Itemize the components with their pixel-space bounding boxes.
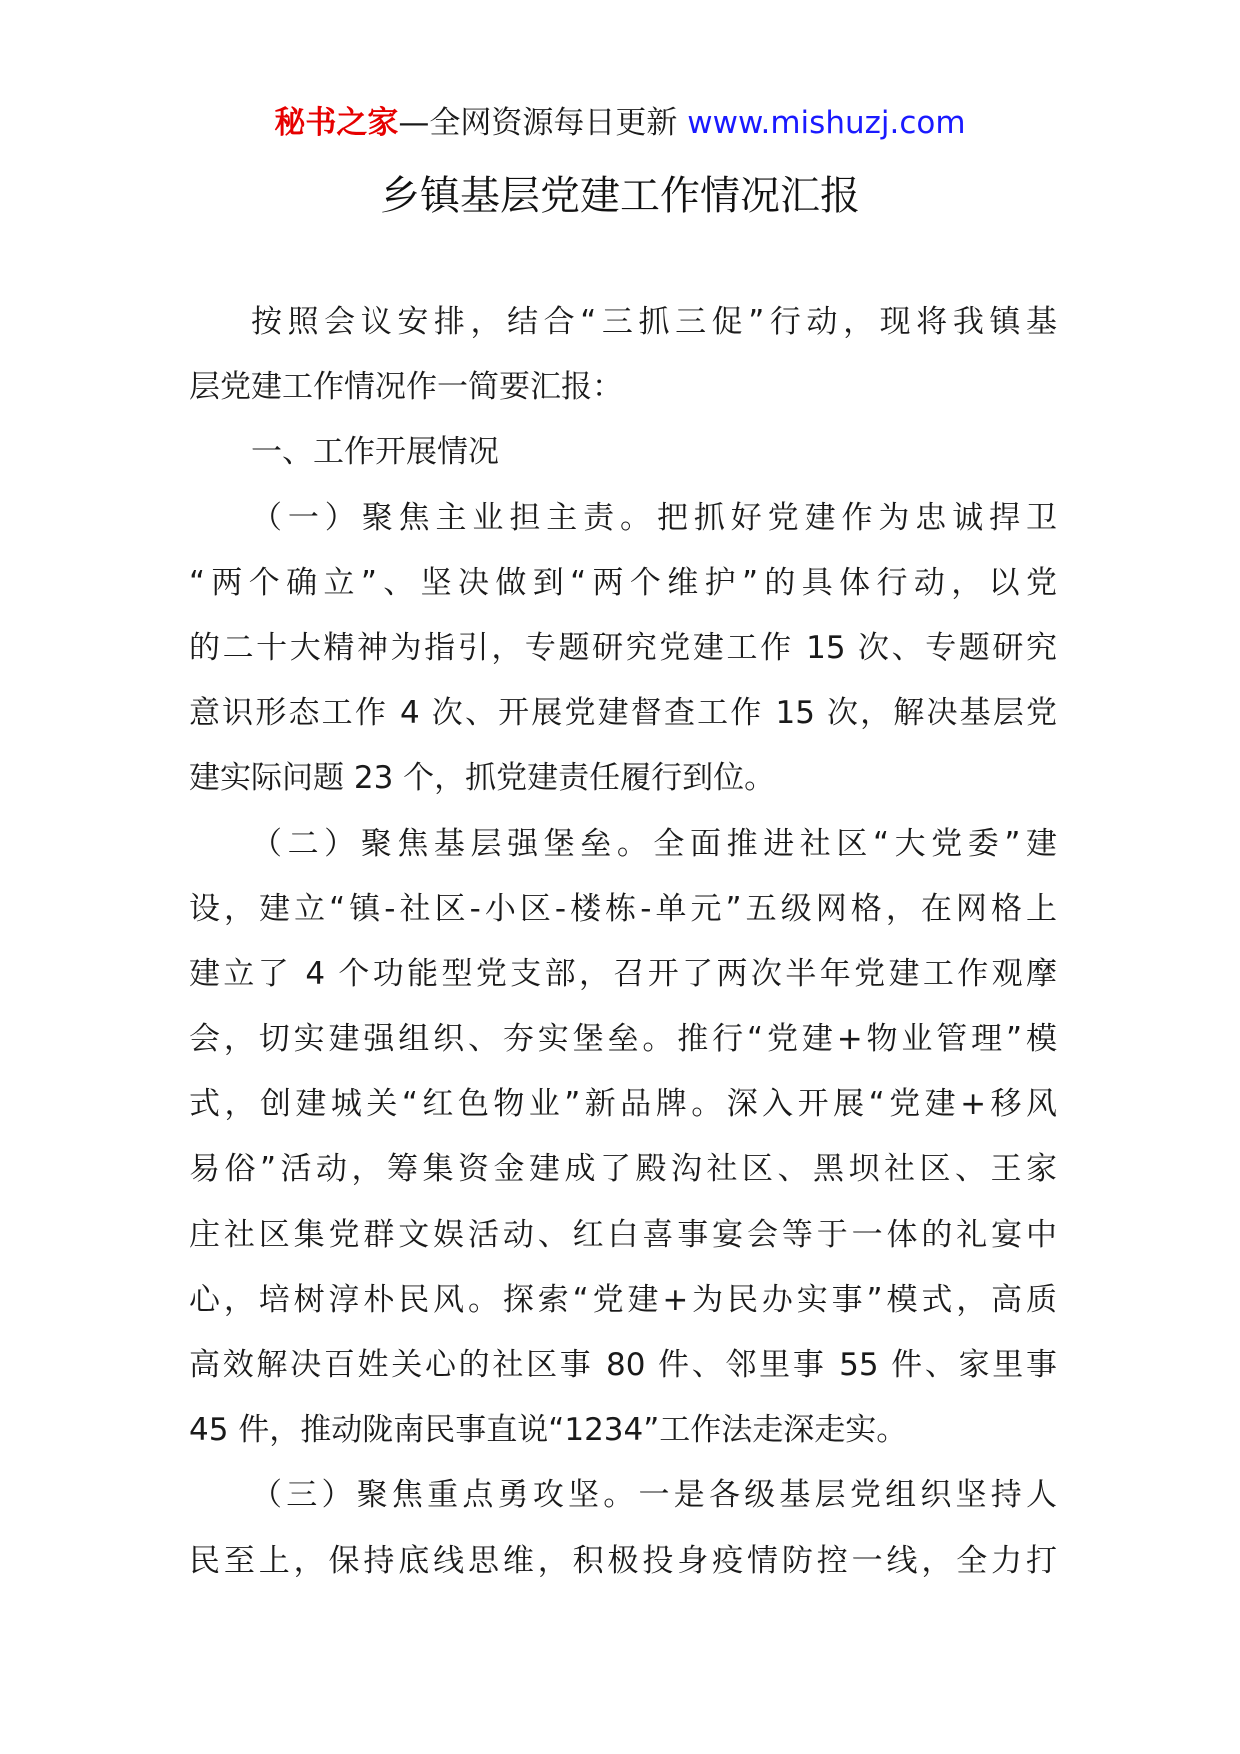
paragraph-line: 心，培树淳朴民风。探索“党建+为民办实事”模式，高质 xyxy=(189,1281,1057,1318)
site-url: www.mishuzj.com xyxy=(687,105,966,141)
paragraph-line: 会，切实建强组织、夯实堡垒。推行“党建+物业管理”模 xyxy=(189,1021,1057,1058)
brand-name: 秘书之家 xyxy=(274,105,399,141)
paragraph-line: 按照会议安排，结合“三抓三促”行动，现将我镇基 xyxy=(251,304,1057,340)
paragraph-line: 设，建立“镇-社区-小区-楼栋-单元”五级网格，在网格上 xyxy=(189,890,1057,927)
paragraph-line: 式，创建城关“红色物业”新品牌。深入开展“党建+移风 xyxy=(189,1086,1057,1123)
paragraph-line: 45 件，推动陇南民事直说“1234”工作法走深走实。 xyxy=(189,1412,908,1449)
paragraph-line: （二）聚焦基层强堡垒。全面推进社区“大党委”建 xyxy=(251,825,1057,862)
paragraph-line: 庄社区集党群文娱活动、红白喜事宴会等于一体的礼宴中 xyxy=(189,1216,1057,1253)
section-heading: 一、工作开展情况 xyxy=(251,434,499,471)
paragraph-line: “两个确立”、坚决做到“两个维护”的具体行动，以党 xyxy=(189,564,1057,601)
banner-tagline: —全网资源每日更新 xyxy=(398,105,678,141)
document-title: 乡镇基层党建工作情况汇报 xyxy=(380,173,860,219)
paragraph-line: 建立了 4 个功能型党支部，召开了两次半年党建工作观摩 xyxy=(189,955,1057,992)
paragraph-line: 建实际问题 23 个，抓党建责任履行到位。 xyxy=(189,760,776,797)
paragraph-line: 高效解决百姓关心的社区事 80 件、邻里事 55 件、家里事 xyxy=(189,1347,1057,1383)
paragraph-line: 层党建工作情况作一简要汇报： xyxy=(189,369,623,406)
paragraph-line: （三）聚焦重点勇攻坚。一是各级基层党组织坚持人 xyxy=(251,1477,1057,1514)
paragraph-line: 的二十大精神为指引，专题研究党建工作 15 次、专题研究 xyxy=(189,629,1057,666)
paragraph-line: 意识形态工作 4 次、开展党建督查工作 15 次，解决基层党 xyxy=(189,695,1057,732)
paragraph-line: 易俗”活动，筹集资金建成了殿沟社区、黑坝社区、王家 xyxy=(189,1151,1057,1188)
paragraph-line: （一）聚焦主业担主责。把抓好党建作为忠诚捍卫 xyxy=(251,499,1057,536)
document-body xyxy=(189,290,1057,1594)
paragraph-line: 民至上，保持底线思维，积极投身疫情防控一线，全力打 xyxy=(189,1542,1057,1579)
site-banner xyxy=(0,100,1240,146)
